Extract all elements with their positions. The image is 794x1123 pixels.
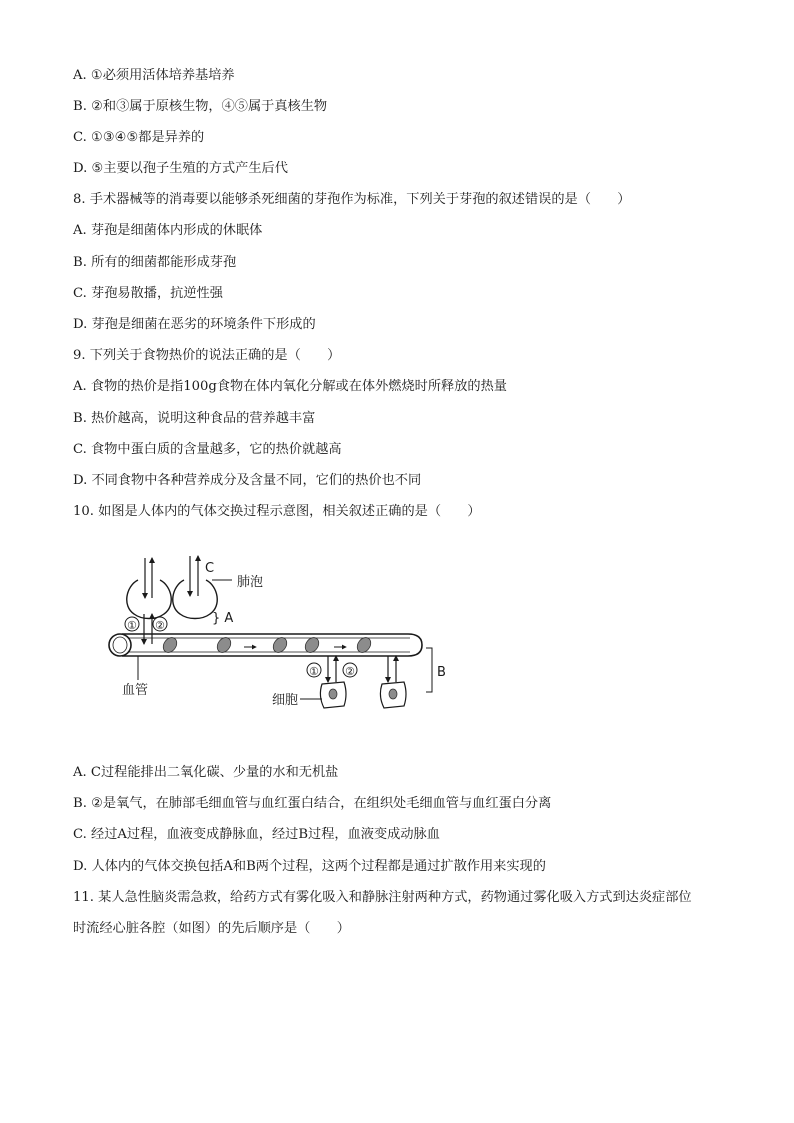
q8-option-a: A. 芽孢是细菌体内形成的休眠体 (73, 223, 263, 238)
q10-option-c: C. 经过A过程，血液变成静脉血，经过B过程，血液变成动脉血 (73, 827, 440, 842)
q11-stem-line2: 时流经心脏各腔（如图）的先后顺序是（ ） (73, 921, 350, 936)
label-alveolus: 肺泡 (237, 575, 264, 590)
q10-stem: 10. 如图是人体内的气体交换过程示意图，相关叙述正确的是（ ） (73, 504, 481, 519)
q9-stem: 9. 下列关于食物热价的说法正确的是（ ） (73, 348, 341, 363)
tissue-cell-left (320, 682, 346, 708)
label-c: C (205, 561, 215, 576)
alveolus-left (127, 558, 171, 619)
q8-option-b: B. 所有的细菌都能形成芽孢 (73, 255, 237, 270)
q9-option-b: B. 热价越高，说明这种食品的营养越丰富 (73, 411, 316, 426)
tissue-cell-right (380, 682, 406, 708)
q11-stem-line1: 11. 某人急性脑炎需急救，给药方式有雾化吸入和静脉注射两种方式，药物通过雾化吸入方式到达炎症部位 (73, 890, 692, 905)
label-2-bottom: ② (345, 665, 355, 678)
gas-exchange-diagram (104, 548, 464, 718)
blood-vessel (109, 634, 422, 656)
q10-option-b: B. ②是氧气，在肺部毛细血管与血红蛋白结合，在组织处毛细血管与血红蛋白分离 (73, 796, 552, 811)
q8-option-d: D. 芽孢是细菌在恶劣的环境条件下形成的 (73, 317, 316, 332)
label-1-bottom: ① (309, 665, 319, 678)
q9-option-d: D. 不同食物中各种营养成分及含量不同，它们的热价也不同 (73, 473, 422, 488)
q9-option-c: C. 食物中蛋白质的含量越多，它的热价就越高 (73, 442, 342, 457)
label-b: B (437, 665, 446, 680)
q8-stem: 8. 手术器械等的消毒要以能够杀死细菌的芽孢作为标准，下列关于芽孢的叙述错误的是（ ） (73, 192, 631, 207)
q7-option-b: B. ②和③属于原核生物，④⑤属于真核生物 (73, 99, 328, 114)
label-1-top: ① (127, 619, 137, 632)
label-a: } A (212, 611, 234, 626)
q10-option-a: A. C过程能排出二氧化碳、少量的水和无机盐 (73, 765, 339, 780)
q7-option-a: A. ①必须用活体培养基培养 (73, 68, 235, 83)
q7-option-d: D. ⑤主要以孢子生殖的方式产生后代 (73, 161, 288, 176)
q9-option-a: A. 食物的热价是指100g食物在体内氧化分解或在体外燃烧时所释放的热量 (73, 379, 507, 394)
q7-option-c: C. ①③④⑤都是异养的 (73, 130, 205, 145)
label-2-top: ② (155, 619, 165, 632)
label-vessel: 血管 (122, 683, 149, 698)
q8-option-c: C. 芽孢易散播，抗逆性强 (73, 286, 223, 301)
label-cell: 细胞 (272, 693, 299, 708)
q10-option-d: D. 人体内的气体交换包括A和B两个过程，这两个过程都是通过扩散作用来实现的 (73, 859, 546, 874)
